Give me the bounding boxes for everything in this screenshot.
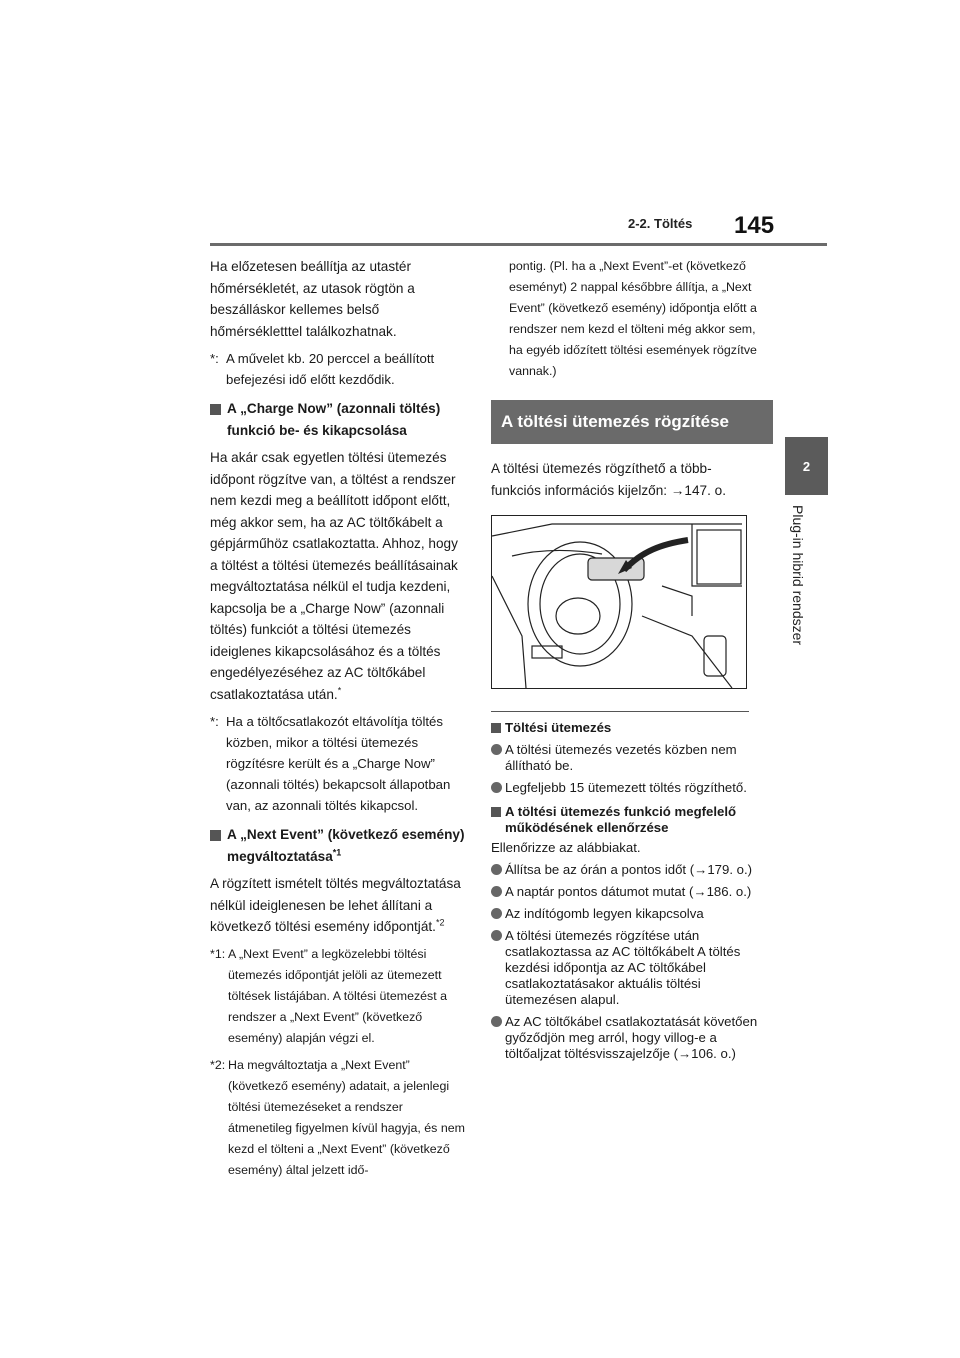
bullet-item <box>491 884 759 900</box>
bullet-text: Az indítógomb legyen kikapcsolva <box>505 906 704 921</box>
footnote-ref: *2 <box>435 917 445 928</box>
round-bullet-icon <box>491 930 502 941</box>
bullet-item <box>491 742 759 774</box>
header-rule <box>210 243 827 246</box>
footnote-connector-removal <box>210 711 466 816</box>
page-number: 145 <box>734 212 775 239</box>
dashboard-figure <box>491 515 747 689</box>
square-bullet-icon <box>210 830 221 841</box>
right-column <box>491 256 759 1066</box>
footnote-ref: *1 <box>332 846 342 857</box>
chapter-side-label: Plug-in hibrid rendszer <box>790 505 806 646</box>
heading-text: Töltési ütemezés <box>505 720 612 735</box>
square-bullet-icon <box>491 723 501 733</box>
footnote-next-event-definition <box>210 944 466 1049</box>
heading-next-event <box>210 824 466 867</box>
square-bullet-icon <box>491 807 501 817</box>
bullet-item <box>491 906 759 922</box>
paragraph-text: Ha akár csak egyetlen töltési ütemezés időpont rögzítve van, a töltést a rendszer nem kezdi meg a beállított időpont előtt, még akkor sem, ha az AC töltőkábelt a gépjárműhöz csatlakoztatta. Ahhoz, hogy a töltést a töltési ütemezés beállításainak megváltoztatása nélkül el tudja kezdeni, kapcsolja be a „Charge Now” (azonnali töltés) funkciót a töltési ütemezés ideiglenes kikapcsolásához és a töltés engedélyezéséhez az AC töltőkábel csatlakoztatása után. <box>210 450 458 702</box>
footnote-text: Ha a töltőcsatlakozót eltávolítja töltés közben, mikor a töltési ütemezés rögzítésre került és a „Charge Now” (azonnali töltés) bekapcsolt állapotban van, az azonnali töltés kikapcsol. <box>226 714 451 813</box>
paragraph-next-event <box>210 873 466 938</box>
footnote-text: Ha megváltoztatja a „Next Event” (következő esemény) adatait, a jelenlegi töltési ütemezéseket a rendszer átmenetileg figyelmen kívül hagyja, és nem kezd el tölteni a „Next Event” (következő esemény) által jelzett idő- <box>228 1057 465 1177</box>
round-bullet-icon <box>491 864 502 875</box>
footnote-mark: *1: <box>210 946 226 961</box>
heading-function-check <box>491 804 759 836</box>
footnote-text: A „Next Event” a legközelebbi töltési ütemezés időpontját jelöli az ütemezett töltések listájában. A töltési ütemezést a rendszer a „Next Event” (következő esemény) alapján végzi el. <box>228 946 448 1045</box>
bullet-text: Legfeljebb 15 ütemezett töltés rögzíthető. <box>505 780 747 795</box>
bullet-text: A naptár pontos dátumot mutat (→186. o.) <box>505 884 752 899</box>
bullet-item <box>491 928 759 1008</box>
left-column <box>210 256 466 1187</box>
footnote-text: A művelet kb. 20 perccel a beállított befejezési idő előtt kezdődik. <box>226 351 435 387</box>
bullet-text: Állítsa be az órán a pontos időt (→179. o.) <box>505 862 753 877</box>
bullet-text: Az AC töltőkábel csatlakoztatását követően győződjön meg arról, hogy villog-e a töltőaljzat töltésvisszajelzője (→106. o.) <box>505 1014 758 1061</box>
round-bullet-icon <box>491 908 502 919</box>
footnote-start-time <box>210 348 466 390</box>
round-bullet-icon <box>491 744 502 755</box>
heading-schedule <box>491 720 759 736</box>
round-bullet-icon <box>491 886 502 897</box>
section-banner: A töltési ütemezés rögzítése <box>491 400 773 444</box>
footnote-mark: *: <box>210 714 219 729</box>
bullet-item <box>491 862 759 878</box>
paragraph-text: A rögzített ismételt töltés megváltoztatása nélkül ideiglenesen be lehet állítani a következő töltési esemény időpontját. <box>210 876 461 934</box>
bullet-item <box>491 780 759 796</box>
footnote-mark: *2: <box>210 1057 226 1072</box>
footnote-mark: *: <box>210 351 219 366</box>
paragraph-preheat: Ha előzetesen beállítja az utastér hőmérsékletét, az utasok rögtön a beszálláskor kellemes belső hőmérsékletttel találkozhatnak. <box>210 259 415 339</box>
paragraph-check-intro: Ellenőrizze az alábbiakat. <box>491 840 641 855</box>
section-title: 2-2. Töltés <box>628 216 693 231</box>
paragraph-intro: A töltési ütemezés rögzíthető a több-funkciós információs kijelzőn: →147. o. <box>491 461 726 498</box>
steering-wheel-illustration <box>492 516 746 688</box>
bullet-item <box>491 1014 759 1062</box>
heading-text: A töltési ütemezés funkció megfelelő működésének ellenőrzése <box>505 804 737 835</box>
footnote-continuation: pontig. (Pl. ha a „Next Event”-et (következő eseményt) 2 nappal későbbre állítja, a „Next Event” (következő esemény) időpontja előtt a rendszer nem kezd el tölteni még akkor sem, ha egyéb időzített töltési események rögzítve vannak.) <box>509 259 757 378</box>
footnote-ref: * <box>337 684 342 695</box>
chapter-tab: 2 <box>785 437 828 495</box>
bullet-text: A töltési ütemezés rögzítése után csatlakoztassa az AC töltőkábelt A töltés kezdési időpontja az AC töltőkábel csatlakoztatásakor aktuális töltési ütemezésen alapul. <box>505 928 741 1007</box>
round-bullet-icon <box>491 782 502 793</box>
square-bullet-icon <box>210 404 221 415</box>
heading-text: A „Next Event” (következő esemény) megváltoztatása <box>227 827 465 864</box>
footnote-next-event-change <box>210 1055 466 1181</box>
round-bullet-icon <box>491 1016 502 1027</box>
heading-charge-now <box>210 398 466 441</box>
figure-divider <box>491 711 749 712</box>
heading-text: A „Charge Now” (azonnali töltés) funkció be- és kikapcsolása <box>227 401 441 438</box>
bullet-text: A töltési ütemezés vezetés közben nem állítható be. <box>505 742 737 773</box>
paragraph-charge-now <box>210 447 466 705</box>
